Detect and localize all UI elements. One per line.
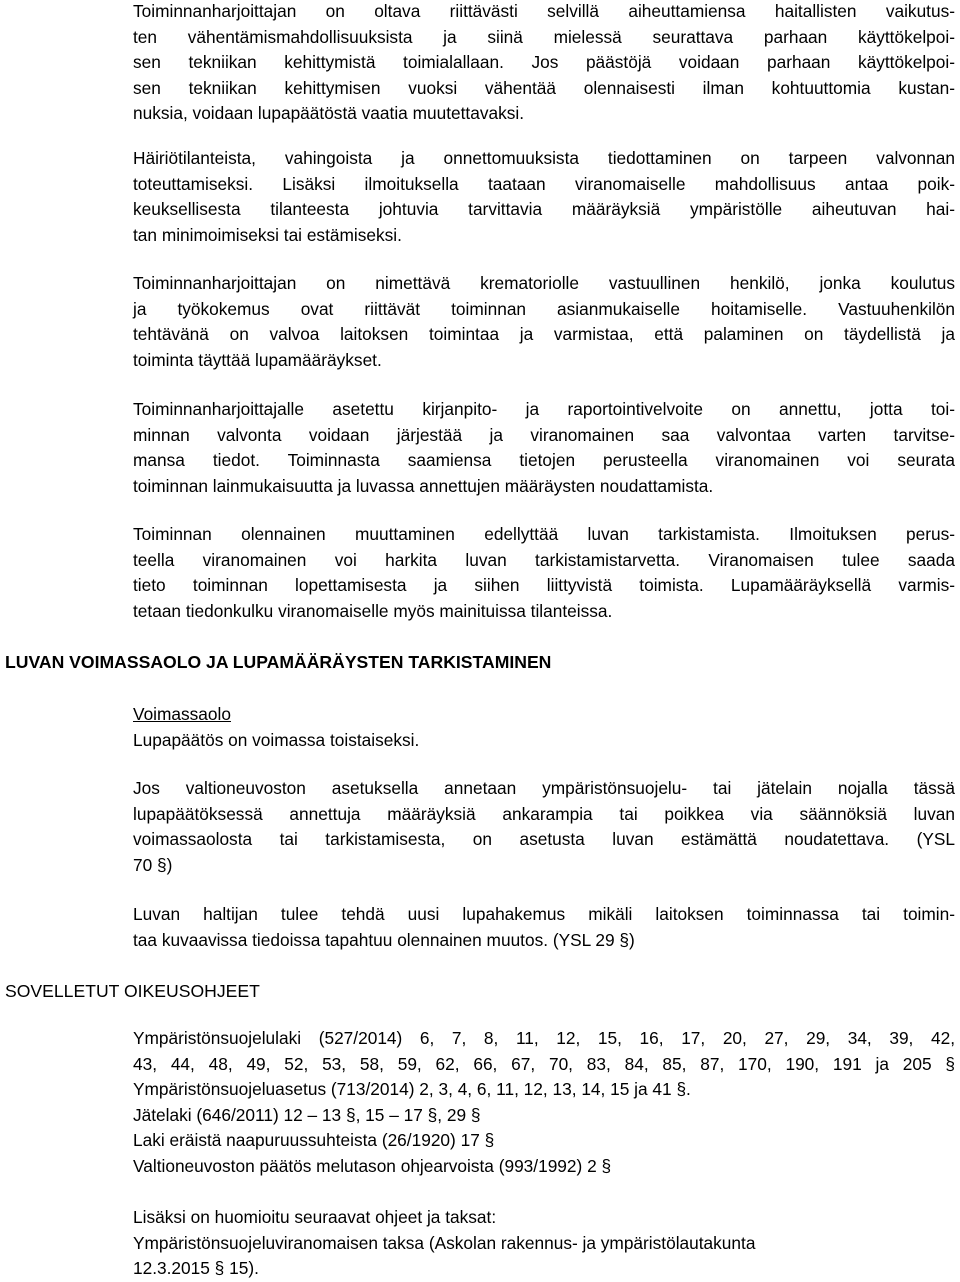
text-line: voimassaolosta tai tarkistamisesta, on asetusta luvan estämättä noudatettava. (YSL [133, 829, 955, 850]
text-line: Toiminnanharjoittajan on oltava riittävästi selvillä aiheuttamiensa haitallisten vaikutus- [133, 1, 955, 21]
text-line: nuksia, voidaan lupapäätöstä vaatia muutettavaksi. [133, 103, 524, 124]
law-reference: Valtioneuvoston päätös melutason ohjearvoista (993/1992) 2 § [133, 1155, 612, 1176]
law-reference: Jätelaki (646/2011) 12 – 13 §, 15 – 17 §, 29 § [133, 1104, 481, 1125]
text-line: minnan valvonta voidaan järjestää ja viranomainen saa valvontaa varten tarvitse- [133, 424, 955, 445]
subsection-validity [133, 702, 955, 753]
text-line: lupapäätöksessä annettuja määräyksiä ankarampia tai poikkea via säännöksiä luvan [133, 803, 955, 824]
text-line: Toiminnanharjoittajalle asetettu kirjanpito- ja raportointivelvoite on annettu, jotta toi- [133, 399, 955, 419]
text-line: tetaan tiedonkulku viranomaiselle myös mainituissa tilanteissa. [133, 600, 613, 621]
text-line: ten vähentämismahdollisuuksista ja siinä mielessä seurattava parhaan käyttökelpoi- [133, 26, 955, 47]
text-line: 12.3.2015 § 15). [133, 1258, 259, 1279]
text-line: tieto toiminnan lopettamisesta ja siihen liittyvistä toimista. Lupamääräyksellä varmis- [133, 575, 955, 596]
text-line: sen tekniikan kehittymistä toimialallaan. Jos päästöjä voidaan parhaan käyttökelpoi- [133, 52, 955, 73]
text-line: taa kuvaavissa tiedoissa tapahtuu olennainen muutos. (YSL 29 §) [133, 929, 635, 950]
paragraph-government-decree [133, 776, 955, 878]
text-line: toiminnan lainmukaisuutta ja luvassa annettujen määräysten noudattamista. [133, 475, 714, 496]
text-line: Jos valtioneuvoston asetuksella annetaan ympäristönsuojelu- tai jätelain nojalla tässä [133, 778, 955, 798]
text-line: Luvan haltijan tulee tehdä uusi lupahakemus mikäli laitoksen toiminnassa tai toimin- [133, 904, 955, 924]
text-line: toiminta täyttää lupamääräykset. [133, 349, 382, 370]
paragraph-new-application [133, 902, 955, 953]
text-line: Toiminnan olennainen muuttaminen edellyttää luvan tarkistamista. Ilmoituksen perus- [133, 524, 955, 544]
text-line: tehtävänä on valvoa laitoksen toimintaa ja varmistaa, että palaminen on täydellistä ja [133, 324, 955, 345]
section-heading-permit-validity: LUVAN VOIMASSAOLO JA LUPAMÄÄRÄYSTEN TARKISTAMINEN [5, 652, 552, 672]
paragraph-guidelines-fees [133, 1205, 955, 1282]
paragraph-responsible-person [133, 271, 955, 373]
text-line: sen tekniikan kehittymisen vuoksi vähentää olennaisesti ilman kohtuuttomia kustan- [133, 77, 955, 98]
section-heading-applied-law: SOVELLETUT OIKEUSOHJEET [5, 981, 260, 1001]
text-line: Toiminnanharjoittajan on nimettävä krematoriolle vastuullinen henkilö, jonka koulutus [133, 273, 955, 293]
text-line: keuksellisesta tilanteesta johtuvia tarvittavia määräyksiä ympäristölle aiheutuvan hai- [133, 199, 955, 220]
text-line: teella viranomainen voi harkita luvan tarkistamistarvetta. Viranomaisen tulee saada [133, 549, 955, 570]
paragraph-incident-reporting [133, 146, 955, 248]
text-line: Lisäksi on huomioitu seuraavat ohjeet ja taksat: [133, 1207, 497, 1227]
text-line: tan minimoimiseksi tai estämiseksi. [133, 224, 402, 245]
law-reference: Ympäristönsuojelulaki (527/2014) 6, 7, 8, 11, 12, 15, 16, 17, 20, 27, 29, 34, 39, 42, [133, 1028, 955, 1048]
text-line: 70 §) [133, 854, 173, 875]
text-line: Ympäristönsuojeluviranomaisen taksa (Askolan rakennus- ja ympäristölautakunta [133, 1232, 756, 1253]
subsection-title: Voimassaolo [133, 704, 231, 724]
text-line: Lupapäätös on voimassa toistaiseksi. [133, 729, 420, 750]
text-line: mansa tiedot. Toiminnasta saamiensa tietojen perusteella viranomainen voi seurata [133, 450, 955, 471]
paragraph-bookkeeping [133, 397, 955, 499]
paragraph-operation-changes [133, 522, 955, 624]
text-line: Häiriötilanteista, vahingoista ja onnettomuuksista tiedottaminen on tarpeen valvonnan [133, 148, 955, 168]
paragraph-operator-awareness [133, 0, 955, 127]
text-line: toteuttamiseksi. Lisäksi ilmoituksella taataan viranomaiselle mahdollisuus antaa poik- [133, 173, 955, 194]
law-reference: 43, 44, 48, 49, 52, 53, 58, 59, 62, 66, 67, 70, 83, 84, 85, 87, 170, 190, 191 ja 205 § [133, 1053, 955, 1074]
law-reference: Laki eräistä naapuruussuhteista (26/1920) 17 § [133, 1130, 495, 1151]
list-applied-laws [133, 1026, 955, 1180]
law-reference: Ympäristönsuojeluasetus (713/2014) 2, 3, 4, 6, 11, 12, 13, 14, 15 ja 41 §. [133, 1079, 691, 1100]
text-line: ja työkokemus ovat riittävät toiminnan asianmukaiselle hoitamiselle. Vastuuhenkilön [133, 298, 955, 319]
